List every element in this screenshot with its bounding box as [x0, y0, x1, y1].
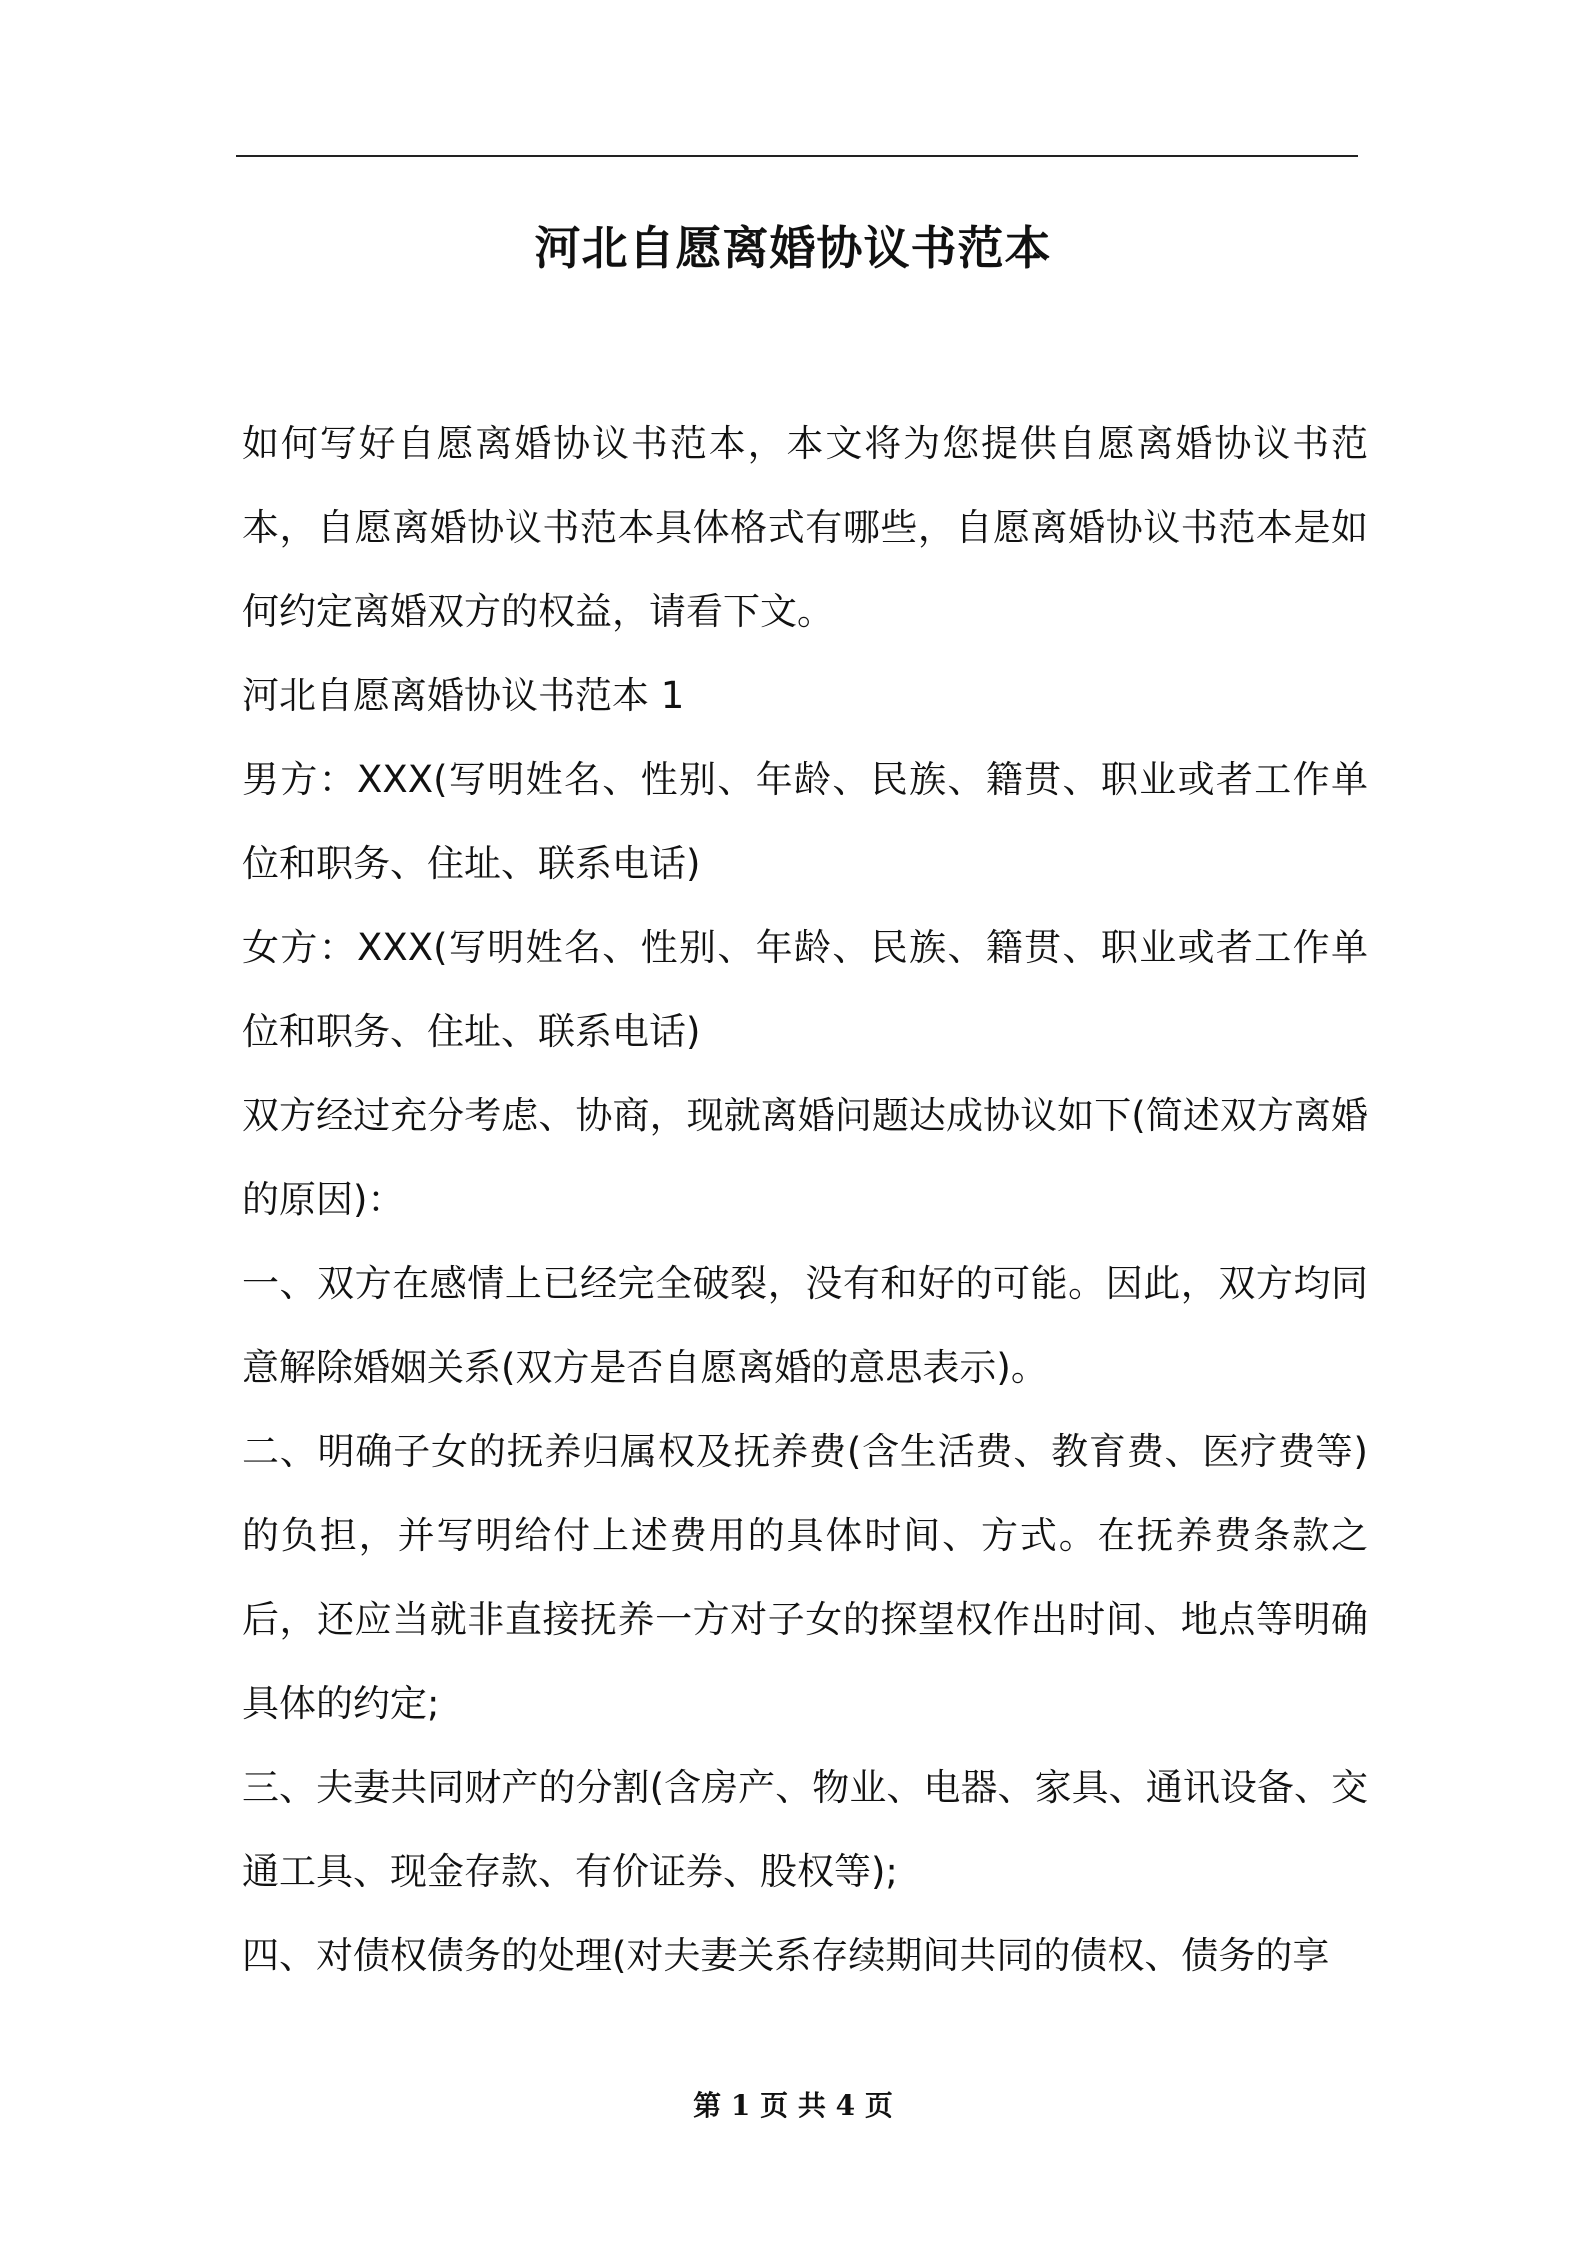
paragraph-intro: 如何写好自愿离婚协议书范本，本文将为您提供自愿离婚协议书范本，自愿离婚协议书范本具体格式有哪些，自愿离婚协议书范本是如何约定离婚双方的权益，请看下文。: [242, 422, 1368, 633]
paragraph-clause-2: 二、明确子女的抚养归属权及抚养费(含生活费、教育费、医疗费等)的负担，并写明给付上述费用的具体时间、方式。在抚养费条款之后，还应当就非直接抚养一方对子女的探望权作出时间、地点等明确具体的约定;: [242, 1430, 1368, 1725]
header-rule: [236, 155, 1358, 157]
paragraph-subtitle: 河北自愿离婚协议书范本 1: [242, 674, 685, 717]
paragraph-clause-4: 四、对债权债务的处理(对夫妻关系存续期间共同的债权、债务的享: [242, 1934, 1330, 1977]
paragraph-clause-1: 一、双方在感情上已经完全破裂，没有和好的可能。因此，双方均同意解除婚姻关系(双方是否自愿离婚的意思表示)。: [242, 1262, 1368, 1389]
paragraph-clause-3: 三、夫妻共同财产的分割(含房产、物业、电器、家具、通讯设备、交通工具、现金存款、有价证券、股权等);: [242, 1766, 1368, 1893]
document-body: [242, 402, 1368, 1998]
document-title: 河北自愿离婚协议书范本: [534, 221, 1052, 275]
page-footer: 第 1 页 共 4 页: [693, 2089, 893, 2122]
paragraph-male-party: 男方：XXX(写明姓名、性别、年龄、民族、籍贯、职业或者工作单位和职务、住址、联系电话): [242, 758, 1368, 885]
paragraph-agreement-preamble: 双方经过充分考虑、协商，现就离婚问题达成协议如下(简述双方离婚的原因)：: [242, 1094, 1368, 1221]
paragraph-female-party: 女方：XXX(写明姓名、性别、年龄、民族、籍贯、职业或者工作单位和职务、住址、联系电话): [242, 926, 1368, 1053]
